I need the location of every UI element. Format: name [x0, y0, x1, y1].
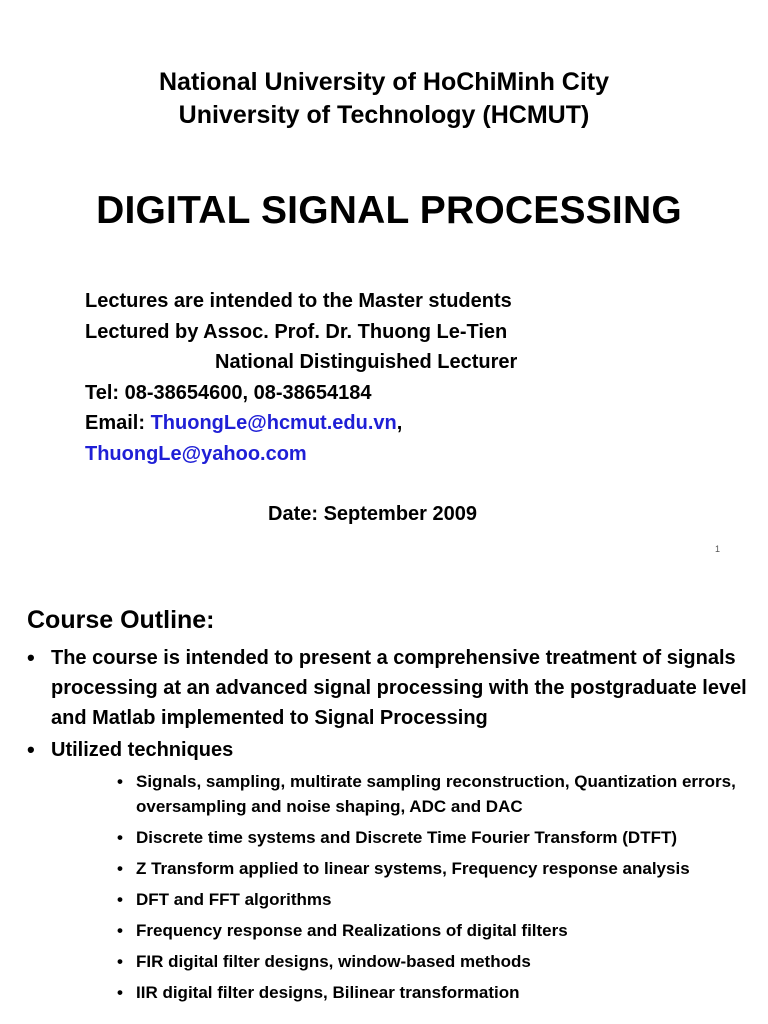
bullet-icon: • — [117, 983, 123, 1002]
technique-text: IIR digital filter designs, Bilinear transformation — [136, 983, 520, 1002]
university-header — [0, 66, 768, 132]
university-name: National University of HoChiMinh City — [158, 68, 610, 96]
lecturer-title: National Distinguished Lecturer — [215, 351, 518, 373]
technique-text: Z Transform applied to linear systems, Frequency response analysis — [136, 859, 690, 878]
bullet-icon: • — [117, 921, 123, 940]
course-outline-slide — [0, 575, 768, 1024]
technique-text: Frequency response and Realizations of digital filters — [136, 921, 568, 940]
bullet-icon: • — [117, 890, 123, 909]
technique-item — [51, 887, 768, 912]
bullet-icon: • — [117, 772, 123, 791]
technique-item — [51, 825, 768, 850]
intended-audience: Lectures are intended to the Master students — [85, 290, 512, 312]
technique-text: FIR digital filter designs, window-based methods — [136, 952, 531, 971]
bullet-icon: • — [27, 645, 35, 670]
technique-text: Signals, sampling, multirate sampling reconstruction, Quantization errors, oversampling and noise shaping, ADC and DAC — [136, 772, 736, 816]
technique-item — [51, 980, 768, 1005]
telephone: Tel: 08-38654600, 08-38654184 — [85, 381, 372, 404]
technique-item — [51, 856, 768, 881]
lecturer-name: Lectured by Assoc. Prof. Dr. Thuong Le-Tien — [85, 320, 508, 343]
email-hcmut-link[interactable]: ThuongLe@hcmut.edu.vn — [150, 412, 397, 434]
technique-text: Discrete time systems and Discrete Time Fourier Transform (DTFT) — [136, 828, 678, 847]
lecture-info — [85, 286, 517, 469]
technique-item — [51, 949, 768, 974]
bullet-icon: • — [117, 859, 123, 878]
technique-item — [51, 918, 768, 943]
techniques-list — [51, 769, 768, 1005]
outline-heading: Course Outline: — [27, 606, 215, 634]
email-line-2 — [85, 439, 517, 470]
course-description: The course is intended to present a comprehensive treatment of signals processing at an advanced signal processing with the postgraduate level and Matlab implemented to Signal Processing — [51, 647, 747, 729]
techniques-label: Utilized techniques — [51, 739, 234, 761]
list-item-techniques — [0, 735, 768, 1005]
technique-text: DFT and FFT algorithms — [136, 890, 332, 909]
lecture-date: Date: September 2009 — [268, 503, 477, 525]
email-separator: , — [396, 412, 403, 434]
email-label: Email: — [85, 412, 151, 434]
course-title: DIGITAL SIGNAL PROCESSING — [96, 189, 682, 232]
bullet-icon: • — [117, 828, 123, 847]
technique-item — [51, 769, 768, 819]
page-number: 1 — [715, 544, 721, 554]
bullet-icon: • — [117, 952, 123, 971]
list-item-course — [0, 643, 768, 733]
outline-list — [0, 643, 768, 1011]
faculty-name: University of Technology (HCMUT) — [178, 101, 590, 129]
bullet-icon: • — [27, 737, 35, 762]
email-yahoo-link[interactable]: ThuongLe@yahoo.com — [85, 442, 307, 465]
email-line — [85, 408, 517, 439]
